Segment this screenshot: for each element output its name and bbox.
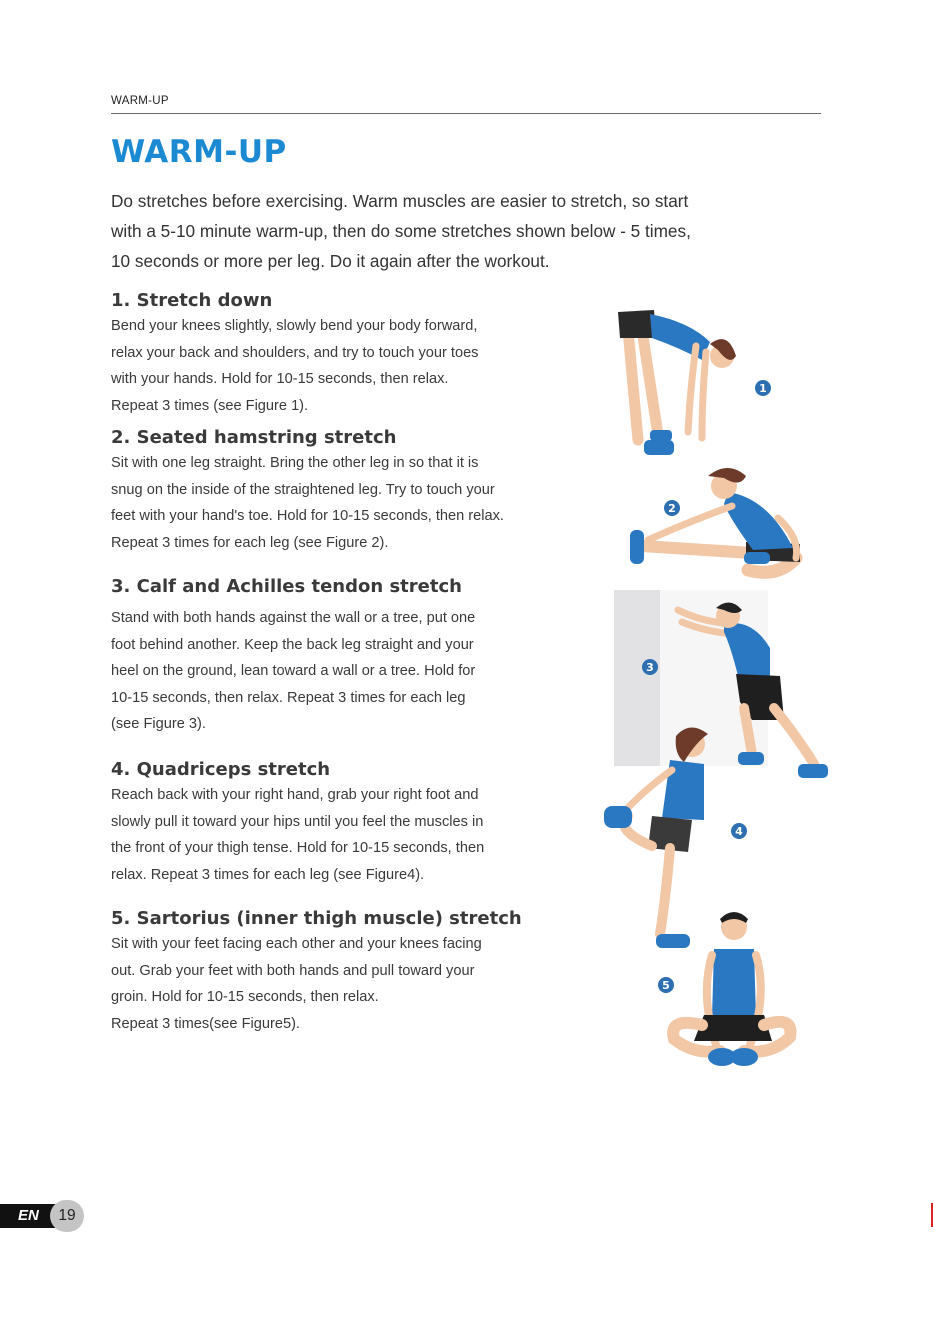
section-stretch-down: [111, 290, 611, 419]
section-calf-achilles: [111, 576, 611, 738]
figure-number: 1: [759, 382, 767, 395]
section-body: [111, 782, 611, 888]
body-line: snug on the inside of the straightened leg. Try to touch your: [111, 481, 495, 498]
page-edge-mark: [931, 1203, 933, 1227]
figure-number: 5: [662, 979, 670, 992]
body-line: 10-15 seconds, then relax. Repeat 3 times for each leg: [111, 689, 466, 706]
body-line: groin. Hold for 10-15 seconds, then relax.: [111, 989, 379, 1005]
section-body: [111, 931, 611, 1037]
body-line: Sit with your feet facing each other and your knees facing: [111, 936, 482, 952]
body-line: slowly pull it toward your hips until you feel the muscles in: [111, 813, 484, 830]
figure-4-badge: [731, 823, 747, 839]
body-line: Sit with one leg straight. Bring the other leg in so that it is: [111, 455, 479, 471]
body-line: feet with your hand's toe. Hold for 10-15 seconds, then relax.: [111, 508, 504, 524]
section-sartorius: [111, 908, 611, 1037]
body-line: Repeat 3 times for each leg (see Figure 2).: [111, 534, 389, 551]
section-heading: 1. Stretch down: [111, 290, 273, 311]
section-seated-hamstring: [111, 427, 611, 556]
section-body: [111, 313, 611, 419]
body-line: relax. Repeat 3 times for each leg (see Figure4).: [111, 866, 425, 883]
body-line: Repeat 3 times(see Figure5).: [111, 1015, 300, 1032]
body-line: Repeat 3 times (see Figure 1).: [111, 397, 309, 414]
sartorius-stretch-figure: [664, 905, 798, 1071]
body-line: the front of your thigh tense. Hold for 10-15 seconds, then: [111, 840, 485, 856]
body-line: Bend your knees slightly, slowly bend your body forward,: [111, 318, 478, 334]
running-head: WARM-UP: [111, 95, 169, 107]
body-line: (see Figure 3).: [111, 716, 206, 732]
section-heading: 5. Sartorius (inner thigh muscle) stretch: [111, 908, 522, 929]
section-heading: 2. Seated hamstring stretch: [111, 427, 397, 448]
section-quadriceps: [111, 759, 611, 888]
body-line: out. Grab your feet with both hands and pull toward your: [111, 962, 475, 979]
header-divider: [111, 113, 821, 114]
figure-5-badge: [658, 977, 674, 993]
language-tab: EN: [0, 1204, 58, 1228]
figure-3-badge: [642, 659, 658, 675]
body-line: Stand with both hands against the wall or a tree, put one: [111, 610, 476, 626]
figure-2-badge: [664, 500, 680, 516]
page-title: WARM-UP: [111, 134, 287, 170]
body-line: Reach back with your right hand, grab your right foot and: [111, 787, 479, 803]
section-heading: 3. Calf and Achilles tendon stretch: [111, 576, 462, 597]
stretch-down-figure: [610, 300, 760, 465]
page-number: 19: [50, 1200, 84, 1232]
intro-line: with a 5-10 minute warm-up, then do some stretches shown below - 5 times,: [111, 221, 691, 241]
figure-number: 4: [735, 825, 743, 838]
section-heading: 4. Quadriceps stretch: [111, 759, 331, 780]
body-line: with your hands. Hold for 10-15 seconds, then relax.: [111, 371, 449, 387]
seated-hamstring-figure: [628, 458, 833, 588]
intro-paragraph: [111, 186, 831, 276]
figure-1-badge: [755, 380, 771, 396]
intro-line: 10 seconds or more per leg. Do it again after the workout.: [111, 251, 550, 271]
figure-number: 2: [668, 502, 676, 515]
section-body: [111, 605, 611, 738]
figure-number: 3: [646, 661, 654, 674]
body-line: heel on the ground, lean toward a wall or a tree. Hold for: [111, 663, 476, 679]
body-line: relax your back and shoulders, and try to touch your toes: [111, 344, 479, 361]
section-body: [111, 450, 611, 556]
intro-line: Do stretches before exercising. Warm muscles are easier to stretch, so start: [111, 191, 689, 211]
body-line: foot behind another. Keep the back leg straight and your: [111, 636, 474, 653]
